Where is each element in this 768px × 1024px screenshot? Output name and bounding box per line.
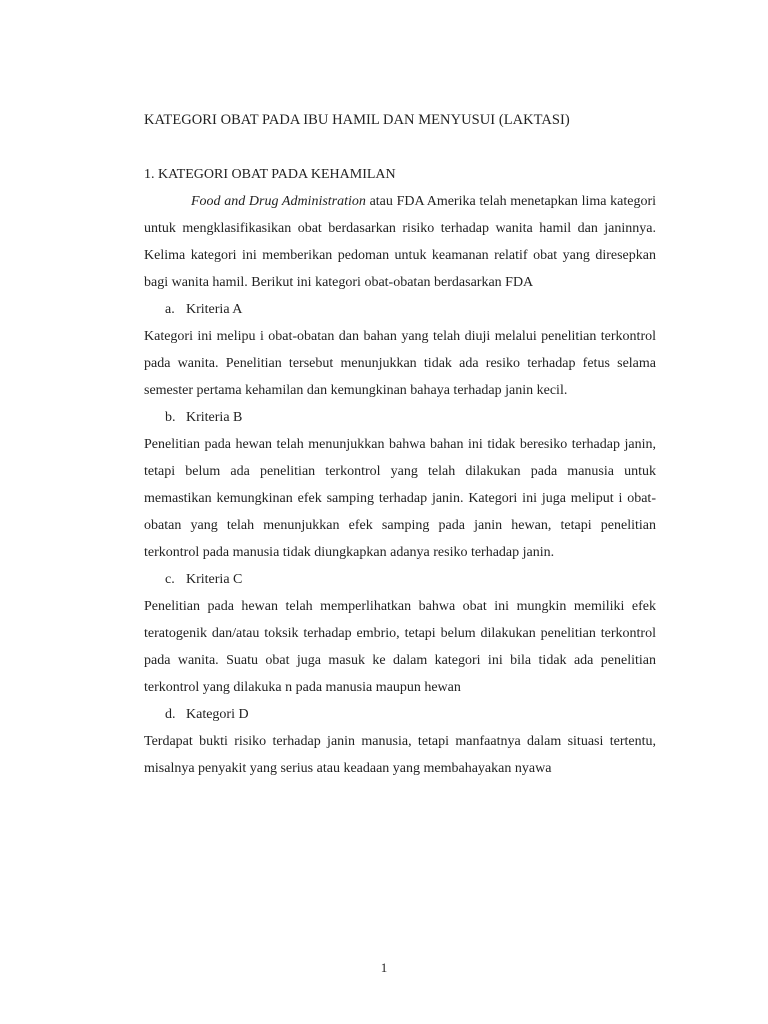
document-title: KATEGORI OBAT PADA IBU HAMIL DAN MENYUSUI (LAKTASI) — [144, 112, 570, 128]
intro-italic-lead: Food and Drug Administration — [191, 194, 366, 209]
criterion-b-text: Penelitian pada hewan telah menunjukkan bahwa bahan ini tidak beresiko terhadap janin, tetapi belum ada penelitian terkontrol yang telah dilakukan pada manusia untuk memastikan kemungkinan efek samping terhadap janin. Kategori ini juga meliput i obat-obatan yang telah menunjukkan efek samping pada janin hewan, tetapi penelitian terkontrol pada manusia tidak diungkapkan adanya resiko terhadap janin. — [144, 437, 656, 560]
criterion-d-text: Terdapat bukti risiko terhadap janin manusia, tetapi manfaatnya dalam situasi tertentu, misalnya penyakit yang serius atau keadaan yang membahayakan nyawa — [144, 734, 656, 776]
criterion-a-text: Kategori ini melipu i obat-obatan dan bahan yang telah diuji melalui penelitian terkontrol pada wanita. Penelitian tersebut menunjukkan tidak ada resiko terhadap fetus selama semester pertama kehamilan dan kemungkinan bahaya terhadap janin kecil. — [144, 329, 656, 398]
criterion-a-marker: a. — [165, 302, 175, 317]
page-number: 1 — [380, 960, 388, 975]
criterion-d-marker: d. — [165, 707, 176, 722]
criterion-a-label: Kriteria A — [186, 302, 243, 317]
criterion-d-label: Kategori D — [186, 707, 249, 722]
criterion-b-label: Kriteria B — [186, 410, 243, 425]
criterion-b-heading — [144, 404, 656, 431]
criterion-c-label: Kriteria C — [186, 572, 243, 587]
criterion-c-marker: c. — [165, 572, 175, 587]
criterion-c-text: Penelitian pada hewan telah memperlihatkan bahwa obat ini mungkin memiliki efek teratogenik dan/atau toksik terhadap embrio, tetapi belum dilakukan penelitian terkontrol pada wanita. Suatu obat juga masuk ke dalam kategori ini bila tidak ada penelitian terkontrol yang dilakuka n pada manusia maupun hewan — [144, 599, 656, 695]
section-heading: 1. KATEGORI OBAT PADA KEHAMILAN — [144, 167, 396, 182]
criterion-c-heading — [144, 566, 656, 593]
intro-text: atau FDA Amerika telah menetapkan lima kategori untuk mengklasifikasikan obat berdasarkan risiko terhadap wanita hamil dan janinnya. Kelima kategori ini memberikan pedoman untuk keamanan relatif obat yang diresepkan bagi wanita hamil. Berikut ini kategori obat-obatan berdasarkan FDA — [144, 194, 656, 290]
intro-paragraph — [144, 188, 656, 296]
criterion-d-heading — [144, 701, 656, 728]
criterion-b-marker: b. — [165, 410, 176, 425]
document-body — [144, 107, 656, 782]
criterion-a-heading — [144, 296, 656, 323]
